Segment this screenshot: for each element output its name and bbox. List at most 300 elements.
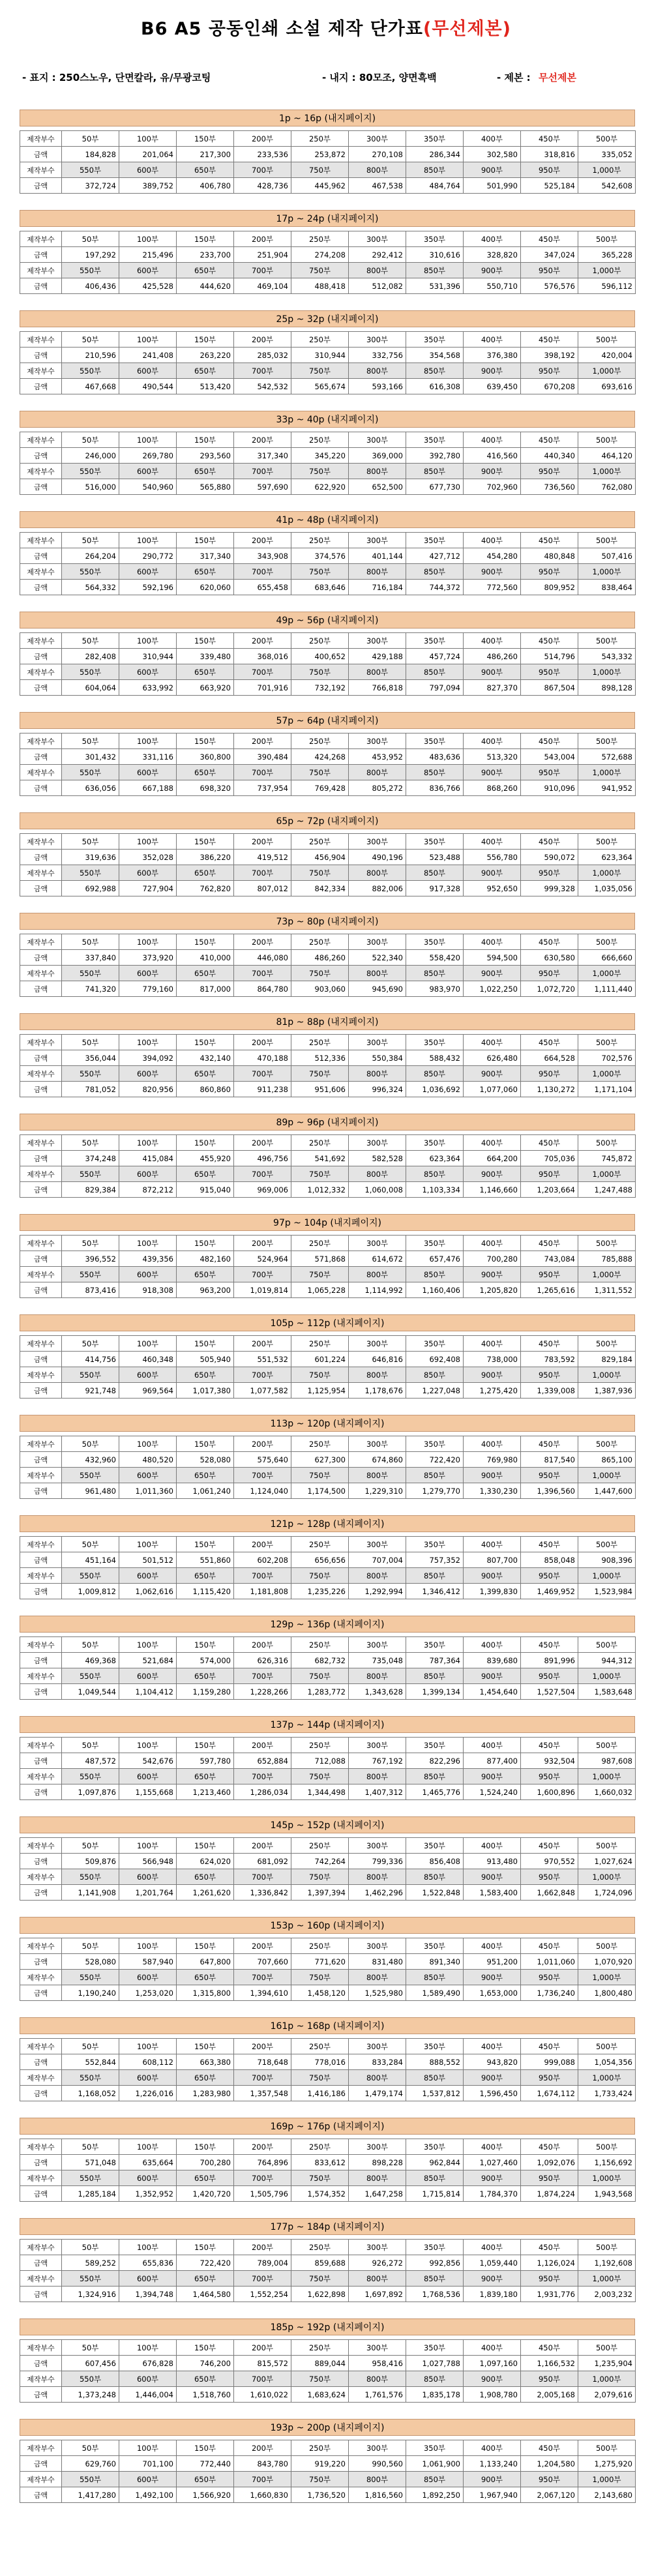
price-cell: 1,622,898 [291,2287,349,2302]
quantity-cell: 900부 [464,1869,521,1885]
quantity-cell: 450부 [521,432,578,448]
quantity-cell: 600부 [119,765,177,780]
price-cell: 398,192 [521,348,578,363]
price-section [20,110,635,194]
quantity-cell: 350부 [406,1738,464,1753]
quantity-cell: 300부 [349,1135,406,1151]
price-cell: 858,048 [521,1552,578,1568]
quantity-cell: 700부 [234,1869,291,1885]
quantity-cell: 800부 [349,1367,406,1383]
quantity-row [20,464,636,479]
price-cell: 716,184 [349,580,406,595]
price-cell: 918,308 [119,1282,177,1298]
quantity-cell: 550부 [62,765,119,780]
row-label: 금액 [20,649,62,664]
price-cell: 1,171,104 [578,1082,636,1097]
price-cell: 1,566,920 [177,2487,234,2503]
quantity-cell: 250부 [291,1436,349,1452]
quantity-cell: 500부 [578,432,636,448]
amount-row [20,1050,636,1066]
quantity-cell: 700부 [234,564,291,580]
quantity-cell: 150부 [177,231,234,247]
price-cell: 1,674,112 [521,2086,578,2101]
quantity-cell: 700부 [234,1668,291,1684]
price-cell: 602,208 [234,1552,291,1568]
quantity-cell: 450부 [521,533,578,548]
quantity-row [20,533,636,548]
quantity-cell: 750부 [291,1468,349,1483]
quantity-row [20,966,636,981]
quantity-cell: 650부 [177,2170,234,2186]
price-cell: 1,469,952 [521,1584,578,1599]
quantity-cell: 150부 [177,633,234,649]
quantity-cell: 450부 [521,2039,578,2054]
quantity-row [20,1537,636,1552]
price-cell: 1,330,230 [464,1483,521,1499]
row-label: 금액 [20,2387,62,2403]
quantity-cell: 400부 [464,1838,521,1854]
quantity-cell: 450부 [521,1336,578,1352]
price-cell: 354,568 [406,348,464,363]
price-cell: 1,589,490 [406,1985,464,2001]
quantity-cell: 50부 [62,1738,119,1753]
price-cell: 698,320 [177,780,234,796]
quantity-cell: 200부 [234,2240,291,2255]
price-cell: 911,238 [234,1082,291,1097]
row-label: 금액 [20,1251,62,1267]
price-cell: 1,027,460 [464,2155,521,2170]
amount-row [20,1784,636,1800]
price-cell: 528,080 [177,1452,234,1468]
amount-row [20,2287,636,2302]
price-cell: 210,596 [62,348,119,363]
quantity-cell: 150부 [177,1938,234,1954]
row-label: 금액 [20,2155,62,2170]
price-cell: 970,552 [521,1854,578,1869]
row-label: 제작부수 [20,162,62,178]
quantity-cell: 250부 [291,1738,349,1753]
quantity-cell: 1,000부 [578,1568,636,1584]
price-cell: 822,296 [406,1753,464,1769]
quantity-cell: 100부 [119,2039,177,2054]
price-cell: 483,636 [406,749,464,765]
price-section [20,310,635,394]
row-label: 제작부수 [20,2271,62,2287]
quantity-row [20,934,636,950]
price-cell: 282,408 [62,649,119,664]
quantity-cell: 350부 [406,1938,464,1954]
quantity-row [20,733,636,749]
amount-row [20,1552,636,1568]
quantity-cell: 350부 [406,432,464,448]
amount-row [20,1954,636,1970]
quantity-cell: 50부 [62,131,119,147]
price-cell: 1,344,498 [291,1784,349,1800]
quantity-cell: 150부 [177,1838,234,1854]
quantity-cell: 200부 [234,1637,291,1653]
quantity-cell: 800부 [349,2271,406,2287]
price-cell: 197,292 [62,247,119,263]
price-cell: 1,103,334 [406,1182,464,1198]
price-cell: 400,652 [291,649,349,664]
price-cell: 736,560 [521,479,578,495]
quantity-cell: 250부 [291,834,349,850]
spec-binding-label: - 제본 : [497,72,531,83]
price-cell: 374,576 [291,548,349,564]
price-cell: 1,235,226 [291,1584,349,1599]
quantity-row [20,2371,636,2387]
quantity-row [20,1035,636,1050]
quantity-cell: 1,000부 [578,1668,636,1684]
price-cell: 769,428 [291,780,349,796]
price-cell: 543,004 [521,749,578,765]
quantity-cell: 1,000부 [578,162,636,178]
price-cell: 1,061,240 [177,1483,234,1499]
quantity-cell: 600부 [119,664,177,680]
price-cell: 593,166 [349,379,406,394]
price-cell: 1,662,848 [521,1885,578,1901]
price-cell: 1,279,770 [406,1483,464,1499]
price-cell: 707,004 [349,1552,406,1568]
row-label: 금액 [20,1854,62,1869]
price-cell: 1,235,904 [578,2356,636,2371]
quantity-cell: 50부 [62,231,119,247]
price-cell: 1,126,024 [521,2255,578,2271]
quantity-cell: 500부 [578,231,636,247]
row-label: 제작부수 [20,733,62,749]
quantity-cell: 600부 [119,1267,177,1282]
price-cell: 480,520 [119,1452,177,1468]
quantity-cell: 550부 [62,2170,119,2186]
quantity-cell: 50부 [62,1035,119,1050]
quantity-cell: 250부 [291,934,349,950]
quantity-cell: 500부 [578,1336,636,1352]
price-cell: 1,835,178 [406,2387,464,2403]
quantity-cell: 100부 [119,633,177,649]
price-cell: 215,496 [119,247,177,263]
quantity-cell: 700부 [234,664,291,680]
quantity-cell: 400부 [464,432,521,448]
amount-row [20,2487,636,2503]
row-label: 제작부수 [20,1568,62,1584]
quantity-cell: 250부 [291,332,349,348]
row-label: 제작부수 [20,834,62,850]
price-cell: 406,436 [62,278,119,294]
price-cell: 490,196 [349,850,406,865]
quantity-cell: 800부 [349,1970,406,1985]
quantity-cell: 1,000부 [578,765,636,780]
price-cell: 647,800 [177,1954,234,1970]
quantity-cell: 600부 [119,2070,177,2086]
section-title: 33p ~ 40p (내지페이지) [20,411,635,428]
row-label: 금액 [20,348,62,363]
section-title: 169p ~ 176p (내지페이지) [20,2118,635,2135]
price-cell: 392,780 [406,448,464,464]
quantity-cell: 850부 [406,1367,464,1383]
price-cell: 524,964 [234,1251,291,1267]
price-cell: 184,828 [62,147,119,162]
price-cell: 332,756 [349,348,406,363]
price-cell: 2,143,680 [578,2487,636,2503]
price-cell: 394,092 [119,1050,177,1066]
row-label: 제작부수 [20,2039,62,2054]
quantity-cell: 650부 [177,1367,234,1383]
quantity-cell: 650부 [177,464,234,479]
price-cell: 328,820 [464,247,521,263]
price-cell: 742,264 [291,1854,349,1869]
section-title: 161p ~ 168p (내지페이지) [20,2017,635,2034]
price-cell: 440,340 [521,448,578,464]
price-cell: 1,394,610 [234,1985,291,2001]
section-title: 185p ~ 192p (내지페이지) [20,2318,635,2335]
amount-row [20,1854,636,1869]
quantity-cell: 150부 [177,131,234,147]
quantity-cell: 100부 [119,131,177,147]
price-cell: 859,688 [291,2255,349,2271]
quantity-cell: 600부 [119,2371,177,2387]
price-cell: 898,228 [349,2155,406,2170]
price-cell: 587,940 [119,1954,177,1970]
price-cell: 372,724 [62,178,119,194]
quantity-cell: 1,000부 [578,1166,636,1182]
section-title: 145p ~ 152p (내지페이지) [20,1816,635,1833]
price-cell: 551,532 [234,1352,291,1367]
quantity-cell: 600부 [119,1166,177,1182]
price-cell: 1,357,548 [234,2086,291,2101]
price-cell: 596,112 [578,278,636,294]
quantity-cell: 350부 [406,131,464,147]
price-cell: 597,780 [177,1753,234,1769]
section-title: 105p ~ 112p (내지페이지) [20,1314,635,1331]
price-cell: 766,818 [349,680,406,696]
price-cell: 623,364 [406,1151,464,1166]
price-cell: 1,462,296 [349,1885,406,1901]
quantity-cell: 600부 [119,1367,177,1383]
price-cell: 590,072 [521,850,578,865]
price-cell: 1,697,892 [349,2287,406,2302]
price-cell: 630,580 [521,950,578,966]
price-cell: 415,084 [119,1151,177,1166]
price-table [20,2339,636,2403]
price-table [20,632,636,696]
quantity-cell: 700부 [234,1367,291,1383]
quantity-cell: 550부 [62,2472,119,2487]
quantity-cell: 950부 [521,263,578,278]
price-cell: 860,860 [177,1082,234,1097]
quantity-cell: 900부 [464,1970,521,1985]
quantity-row [20,2139,636,2155]
quantity-cell: 250부 [291,1035,349,1050]
quantity-cell: 800부 [349,2371,406,2387]
quantity-cell: 200부 [234,1436,291,1452]
amount-row [20,1753,636,1769]
quantity-cell: 200부 [234,1336,291,1352]
price-cell: 543,332 [578,649,636,664]
price-cell: 565,880 [177,479,234,495]
price-cell: 1,416,186 [291,2086,349,2101]
quantity-cell: 250부 [291,1236,349,1251]
price-cell: 286,344 [406,147,464,162]
row-label: 금액 [20,2255,62,2271]
quantity-cell: 1,000부 [578,664,636,680]
price-cell: 551,860 [177,1552,234,1568]
quantity-cell: 850부 [406,2371,464,2387]
price-cell: 990,560 [349,2456,406,2472]
quantity-cell: 900부 [464,1468,521,1483]
quantity-cell: 350부 [406,1537,464,1552]
quantity-cell: 900부 [464,865,521,881]
price-cell: 1,343,628 [349,1684,406,1700]
amount-row [20,247,636,263]
price-cell: 771,620 [291,1954,349,1970]
price-cell: 722,420 [177,2255,234,2271]
price-cell: 1,036,692 [406,1082,464,1097]
quantity-cell: 650부 [177,2271,234,2287]
price-cell: 1,292,994 [349,1584,406,1599]
row-label: 금액 [20,1050,62,1066]
quantity-cell: 100부 [119,1938,177,1954]
price-table [20,432,636,495]
price-cell: 1,049,544 [62,1684,119,1700]
quantity-row [20,2039,636,2054]
quantity-cell: 850부 [406,765,464,780]
quantity-cell: 950부 [521,664,578,680]
quantity-cell: 900부 [464,263,521,278]
row-label: 금액 [20,1082,62,1097]
quantity-cell: 600부 [119,263,177,278]
price-table [20,532,636,595]
quantity-cell: 150부 [177,733,234,749]
quantity-cell: 50부 [62,1436,119,1452]
price-cell: 1,574,352 [291,2186,349,2202]
quantity-cell: 850부 [406,2271,464,2287]
price-cell: 396,552 [62,1251,119,1267]
quantity-cell: 800부 [349,664,406,680]
price-cell: 1,399,830 [464,1584,521,1599]
quantity-cell: 600부 [119,564,177,580]
quantity-cell: 350부 [406,1035,464,1050]
price-cell: 1,324,916 [62,2287,119,2302]
amount-row [20,1584,636,1599]
price-cell: 486,260 [291,950,349,966]
price-cell: 439,356 [119,1251,177,1267]
quantity-cell: 950부 [521,1668,578,1684]
price-cell: 389,752 [119,178,177,194]
price-cell: 700,280 [177,2155,234,2170]
quantity-row [20,2170,636,2186]
quantity-cell: 700부 [234,765,291,780]
row-label: 제작부수 [20,934,62,950]
quantity-cell: 850부 [406,2070,464,2086]
quantity-cell: 200부 [234,1035,291,1050]
quantity-cell: 700부 [234,1066,291,1082]
price-cell: 512,082 [349,278,406,294]
price-cell: 1,874,224 [521,2186,578,2202]
price-cell: 836,766 [406,780,464,796]
price-cell: 487,572 [62,1753,119,1769]
quantity-cell: 350부 [406,2340,464,2356]
quantity-row [20,162,636,178]
quantity-row [20,2240,636,2255]
quantity-cell: 100부 [119,1135,177,1151]
row-label: 제작부수 [20,464,62,479]
price-cell: 571,868 [291,1251,349,1267]
row-label: 제작부수 [20,1166,62,1182]
quantity-cell: 250부 [291,1336,349,1352]
quantity-cell: 200부 [234,1938,291,1954]
quantity-cell: 250부 [291,432,349,448]
price-cell: 516,000 [62,479,119,495]
price-cell: 572,688 [578,749,636,765]
quantity-cell: 600부 [119,1568,177,1584]
row-label: 제작부수 [20,332,62,348]
price-section [20,2118,635,2202]
price-cell: 692,988 [62,881,119,896]
quantity-cell: 700부 [234,2170,291,2186]
quantity-cell: 300부 [349,231,406,247]
quantity-cell: 1,000부 [578,363,636,379]
quantity-cell: 650부 [177,966,234,981]
price-cell: 1,141,908 [62,1885,119,1901]
quantity-cell: 850부 [406,664,464,680]
quantity-cell: 450부 [521,733,578,749]
price-cell: 1,097,160 [464,2356,521,2371]
quantity-cell: 500부 [578,1035,636,1050]
price-cell: 1,201,764 [119,1885,177,1901]
price-cell: 589,252 [62,2255,119,2271]
quantity-cell: 250부 [291,1537,349,1552]
quantity-cell: 600부 [119,2170,177,2186]
price-cell: 469,104 [234,278,291,294]
price-cell: 718,648 [234,2054,291,2070]
quantity-cell: 1,000부 [578,564,636,580]
quantity-cell: 800부 [349,162,406,178]
quantity-cell: 450부 [521,1838,578,1854]
price-cell: 735,048 [349,1653,406,1668]
quantity-row [20,1568,636,1584]
quantity-cell: 1,000부 [578,1066,636,1082]
price-cell: 1,181,808 [234,1584,291,1599]
section-title: 137p ~ 144p (내지페이지) [20,1716,635,1733]
quantity-cell: 50부 [62,1637,119,1653]
price-cell: 913,480 [464,1854,521,1869]
price-cell: 454,280 [464,548,521,564]
price-cell: 464,120 [578,448,636,464]
price-cell: 566,948 [119,1854,177,1869]
row-label: 제작부수 [20,363,62,379]
price-cell: 456,904 [291,850,349,865]
quantity-cell: 600부 [119,2472,177,2487]
price-cell: 233,536 [234,147,291,162]
quantity-cell: 500부 [578,633,636,649]
amount-row [20,479,636,495]
quantity-cell: 400부 [464,1637,521,1653]
quantity-cell: 300부 [349,533,406,548]
price-cell: 873,416 [62,1282,119,1298]
price-cell: 1,454,640 [464,1684,521,1700]
amount-row [20,1483,636,1499]
row-label: 제작부수 [20,2371,62,2387]
quantity-cell: 850부 [406,263,464,278]
quantity-cell: 650부 [177,2371,234,2387]
price-cell: 337,840 [62,950,119,966]
quantity-cell: 500부 [578,131,636,147]
amount-row [20,2356,636,2371]
price-cell: 1,035,056 [578,881,636,896]
quantity-cell: 950부 [521,1970,578,1985]
price-cell: 1,155,668 [119,1784,177,1800]
price-cell: 889,044 [291,2356,349,2371]
